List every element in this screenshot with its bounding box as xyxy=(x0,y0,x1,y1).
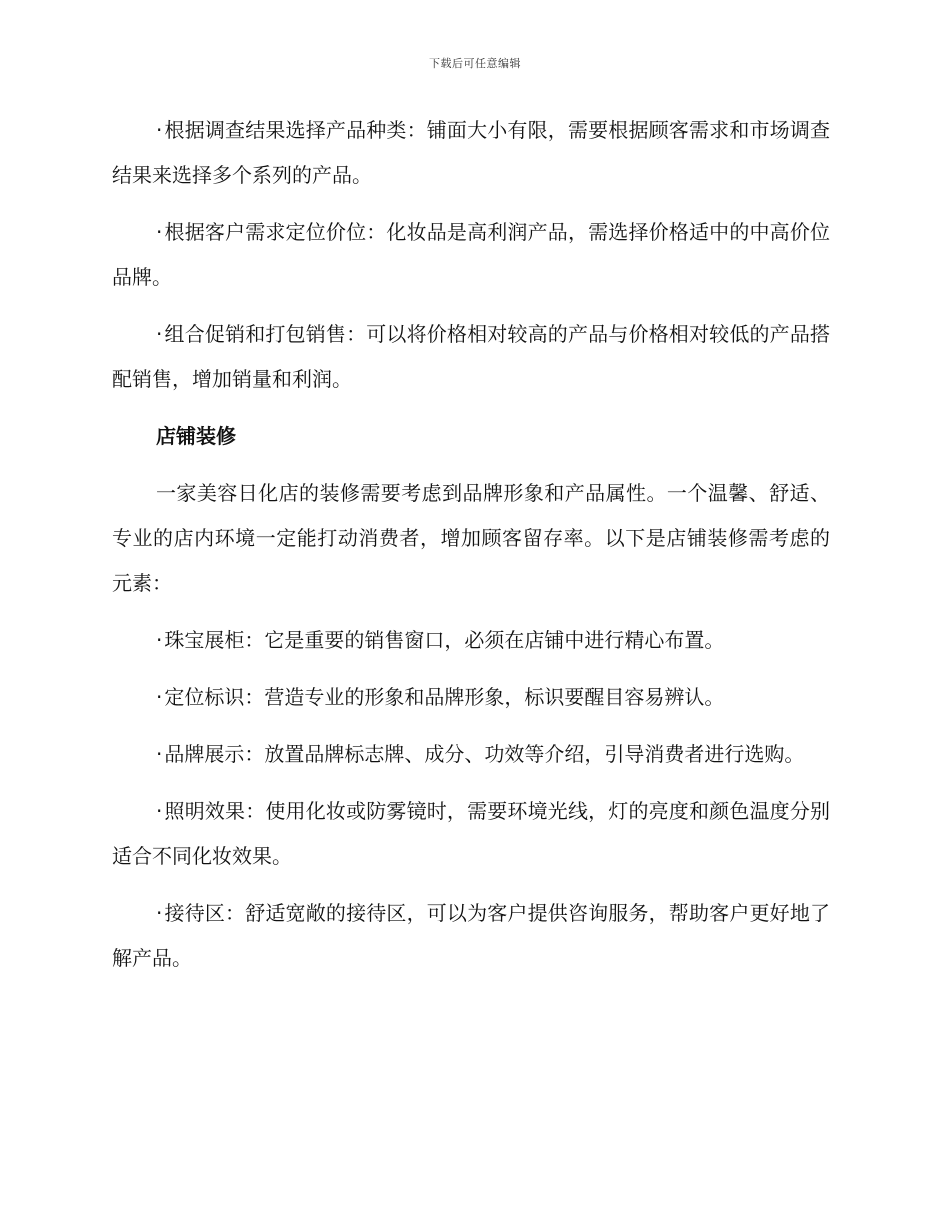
bullet-text: 珠宝展柜：它是重要的销售窗口，必须在店铺中进行精心布置。 xyxy=(164,628,725,652)
bullet-dot: · xyxy=(156,685,163,709)
bullet-dot: · xyxy=(156,118,163,142)
page-header-note: 下载后可任意编辑 xyxy=(429,57,521,70)
bullet-text: 照明效果：使用化妆或防雾镜时，需要环境光线，灯的亮度和颜色温度分别适合不同化妆效果。 xyxy=(112,799,830,868)
document-body xyxy=(112,108,830,993)
bullet-item xyxy=(112,675,830,720)
bullet-dot: · xyxy=(156,799,163,823)
bullet-dot: · xyxy=(156,742,163,766)
section-heading: 店铺装修 xyxy=(156,424,236,448)
bullet-item xyxy=(112,732,830,777)
bullet-dot: · xyxy=(156,901,163,925)
bullet-item xyxy=(112,108,830,198)
bullet-dot: · xyxy=(156,220,163,244)
bullet-text: 根据调查结果选择产品种类：铺面大小有限，需要根据顾客需求和市场调查结果来选择多个系列的产品。 xyxy=(112,118,830,187)
bullet-item xyxy=(112,618,830,663)
bullet-item xyxy=(112,789,830,879)
bullet-text: 品牌展示：放置品牌标志牌、成分、功效等介绍，引导消费者进行选购。 xyxy=(164,742,805,766)
bullet-item xyxy=(112,891,830,981)
bullet-text: 根据客户需求定位价位：化妆品是高利润产品，需选择价格适中的中高价位品牌。 xyxy=(112,220,830,289)
bullet-text: 接待区：舒适宽敞的接待区，可以为客户提供咨询服务，帮助客户更好地了解产品。 xyxy=(112,901,830,970)
bullet-text: 定位标识：营造专业的形象和品牌形象，标识要醒目容易辨认。 xyxy=(164,685,725,709)
bullet-dot: · xyxy=(156,628,163,652)
bullet-dot: · xyxy=(156,322,163,346)
intro-paragraph: 一家美容日化店的装修需要考虑到品牌形象和产品属性。一个温馨、舒适、专业的店内环境一定能打动消费者，增加顾客留存率。以下是店铺装修需考虑的元素： xyxy=(112,481,830,595)
bullet-text: 组合促销和打包销售：可以将价格相对较高的产品与价格相对较低的产品搭配销售，增加销量和利润。 xyxy=(112,322,830,391)
bullet-item xyxy=(112,210,830,300)
bullet-item xyxy=(112,312,830,402)
